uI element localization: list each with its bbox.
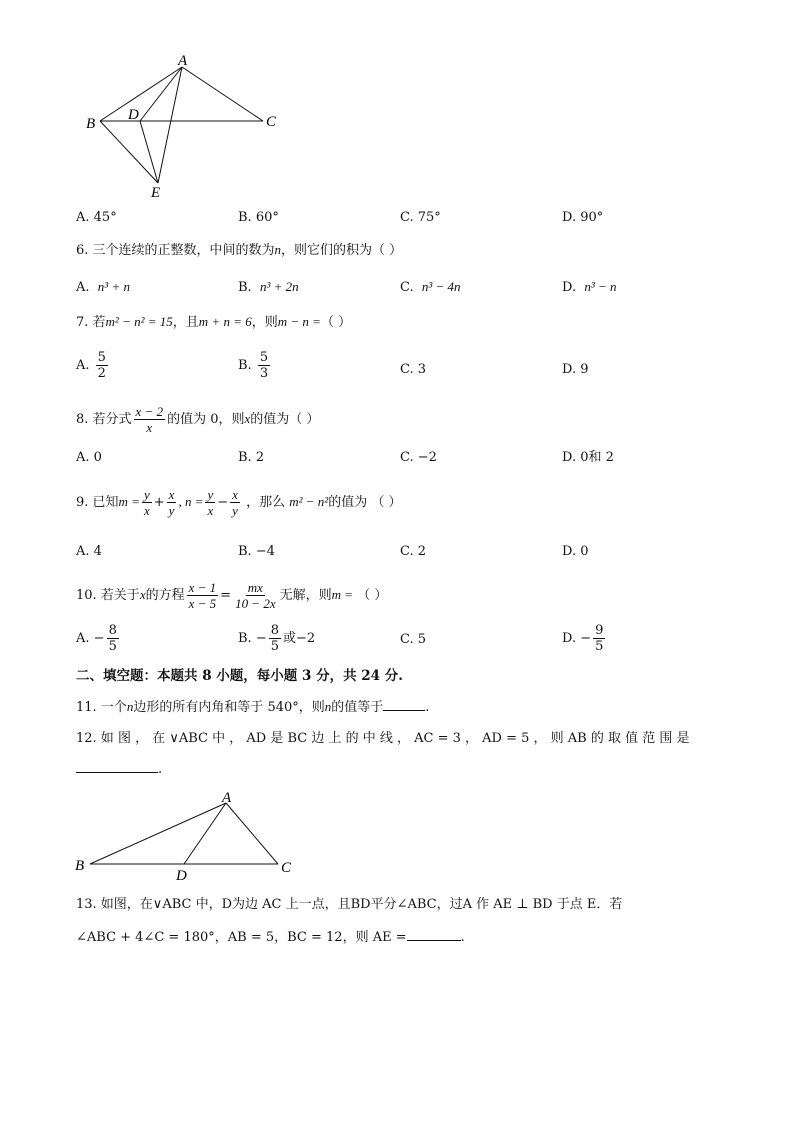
q6-stem [76,241,402,260]
q7-option-a: A. $\frac{5}{2}$ [76,350,106,381]
q7-stem: 7. 若m² − n² = 15，且m + n = 6，则m − n =（ ） [76,314,352,330]
q12-blank [76,760,158,773]
q6-text-post: ，则它们的积为（ ） [281,243,403,258]
figure-triangle-abc-e [80,55,290,205]
q13-stem-line2: ∠ABC + 4∠C = 180°，AB = 5，BC = 12，则 AE = . [76,930,465,945]
label-E: E [151,185,161,201]
q5-option-a: A. 45° [76,210,117,225]
q7-option-b: B. $\frac{5}{3}$ [238,350,269,381]
q9-option-c: C. 2 [400,544,427,559]
section-2-heading: 二、填空题：本题共 8 小题，每小题 3 分，共 24 分. [76,668,403,684]
q8-option-c: C. −2 [400,450,437,465]
q13-stem-line1: 13. 如图，在∨ABC 中，D为边 AC 上一点，且BD平分∠ABC，过A 作 AE ⊥ BD 于点 E．若 [76,897,623,912]
q6-option-d: D. n³ − n [562,279,617,295]
fig2-label-C: C [281,860,292,876]
q6-text-pre: 6. 三个连续的正整数，中间的数为 [76,243,275,258]
fig2-label-D: D [176,868,187,884]
q9-stem: 9. 已知m = $\frac{y}{x}$ + $\frac{x}{y}$ , n = $\frac{y}{x}$ − $\frac{x}{y}$ ，那么 m² − n²的值为 （ ） [76,487,402,518]
q10-stem: 10. 若关于x的方程 $\frac{x - 1}{x - 5}$ = $\frac{mx}{10 - 2x}$ 无解，则m = （ ） [76,580,388,611]
q9-option-d: D. 0 [562,544,589,559]
label-D: D [128,107,139,123]
q7-option-d: D. 9 [562,362,589,377]
label-A: A [178,55,188,69]
label-B: B [86,116,96,132]
q6-option-c: C. n³ − 4n [400,279,461,295]
q9-option-a: A. 4 [76,544,102,559]
q8-option-b: B. 2 [238,450,265,465]
q10-option-c: C. 5 [400,632,427,647]
q5-option-d: D. 90° [562,210,604,225]
label-C: C [266,114,277,130]
q5-option-b: B. 60° [238,210,279,225]
q10-option-b: B. − $\frac{8}{5}$ 或−2 [238,623,316,654]
q12-answer-line: . [76,760,162,779]
q8-stem: 8. 若分式 $\frac{x - 2}{x}$ 的值为 0，则x的值为（ ） [76,404,320,435]
q8-option-a: A. 0 [76,450,102,465]
q8-option-d: D. 0和 2 [562,450,614,465]
q6-option-a: A. n³ + n [76,279,130,295]
q9-option-b: B. −4 [238,544,275,559]
q10-option-a: A. − $\frac{8}{5}$ [76,623,117,654]
q5-option-c: C. 75° [400,210,441,225]
q6-option-b: B. n³ + 2n [238,279,299,295]
q11-blank [383,698,425,711]
fig2-label-B: B [75,858,85,874]
q6-var: n [274,242,282,257]
q11-stem: 11. 一个n边形的所有内角和等于 540°，则n的值等于 . [76,699,430,715]
q13-blank [407,928,461,941]
figure-triangle-abc-d [72,788,302,884]
q12-stem: 12. 如 图 ， 在 ∨ABC 中 ， AD 是 BC 边 上 的 中 线 ， AC = 3 ， AD = 5 ， 则 AB 的 取 值 范 围 是 [76,731,690,746]
q10-option-d: D. − $\frac{9}{5}$ [562,623,604,654]
q7-option-c: C. 3 [400,362,427,377]
fig2-label-A: A [222,790,232,806]
